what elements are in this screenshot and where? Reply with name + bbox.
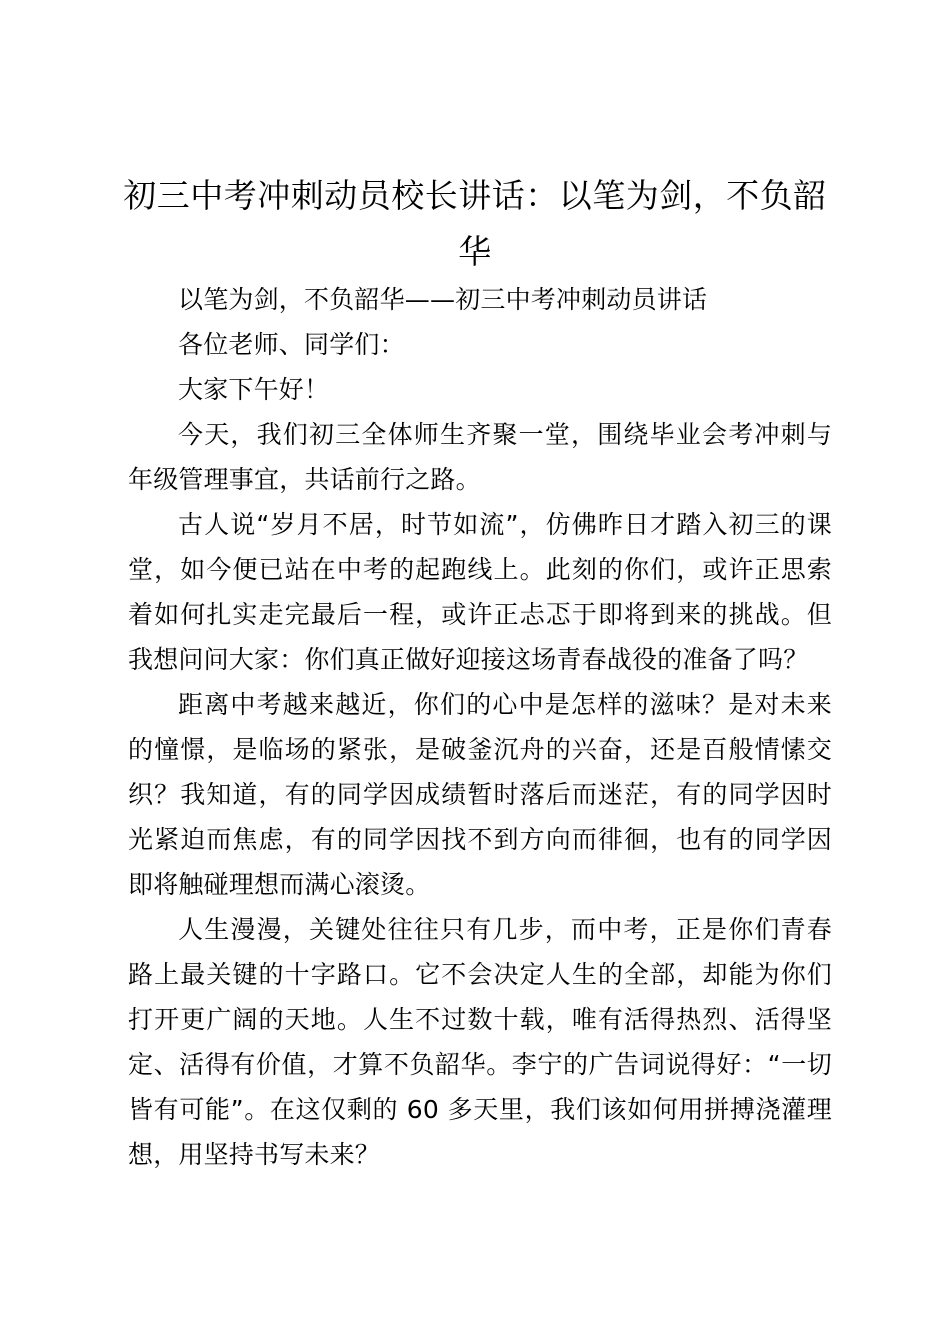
paragraph: 古人说“岁月不居，时节如流”，仿佛昨日才踏入初三的课堂，如今便已站在中考的起跑线上。此刻的你们，或许正思索着如何扎实走完最后一程，或许正忐忑于即将到来的挑战。但我想问问大家：你们真正做好迎接这场青春战役的准备了吗？ <box>128 510 832 674</box>
paragraph: 人生漫漫，关键处往往只有几步，而中考，正是你们青春路上最关键的十字路口。它不会决定人生的全部，却能为你们打开更广阔的天地。人生不过数十载，唯有活得热烈、活得坚定、活得有价值，才算不负韶华。李宁的广告词说得好：“一切皆有可能”。在这仅剩的 60 多天里，我们该如何用拼搏浇灌理想，用坚持书写未来？ <box>128 915 832 1169</box>
document-body <box>128 277 832 1177</box>
paragraph-subtitle: 以笔为剑，不负韶华——初三中考冲刺动员讲话 <box>178 285 708 314</box>
document-title: 初三中考冲刺动员校长讲话：以笔为剑，不负韶华 <box>123 176 827 271</box>
paragraph: 今天，我们初三全体师生齐聚一堂，围绕毕业会考冲刺与年级管理事宜，共话前行之路。 <box>128 420 832 494</box>
paragraph: 距离中考越来越近，你们的心中是怎样的滋味？是对未来的憧憬，是临场的紧张，是破釜沉舟的兴奋，还是百般情愫交织？我知道，有的同学因成绩暂时落后而迷茫，有的同学因时光紧迫而焦虑，有的同学因找不到方向而徘徊，也有的同学因即将触碰理想而满心滚烫。 <box>128 690 832 899</box>
paragraph-greeting: 大家下午好！ <box>178 375 330 404</box>
paragraph-salutation: 各位老师、同学们： <box>178 330 405 359</box>
